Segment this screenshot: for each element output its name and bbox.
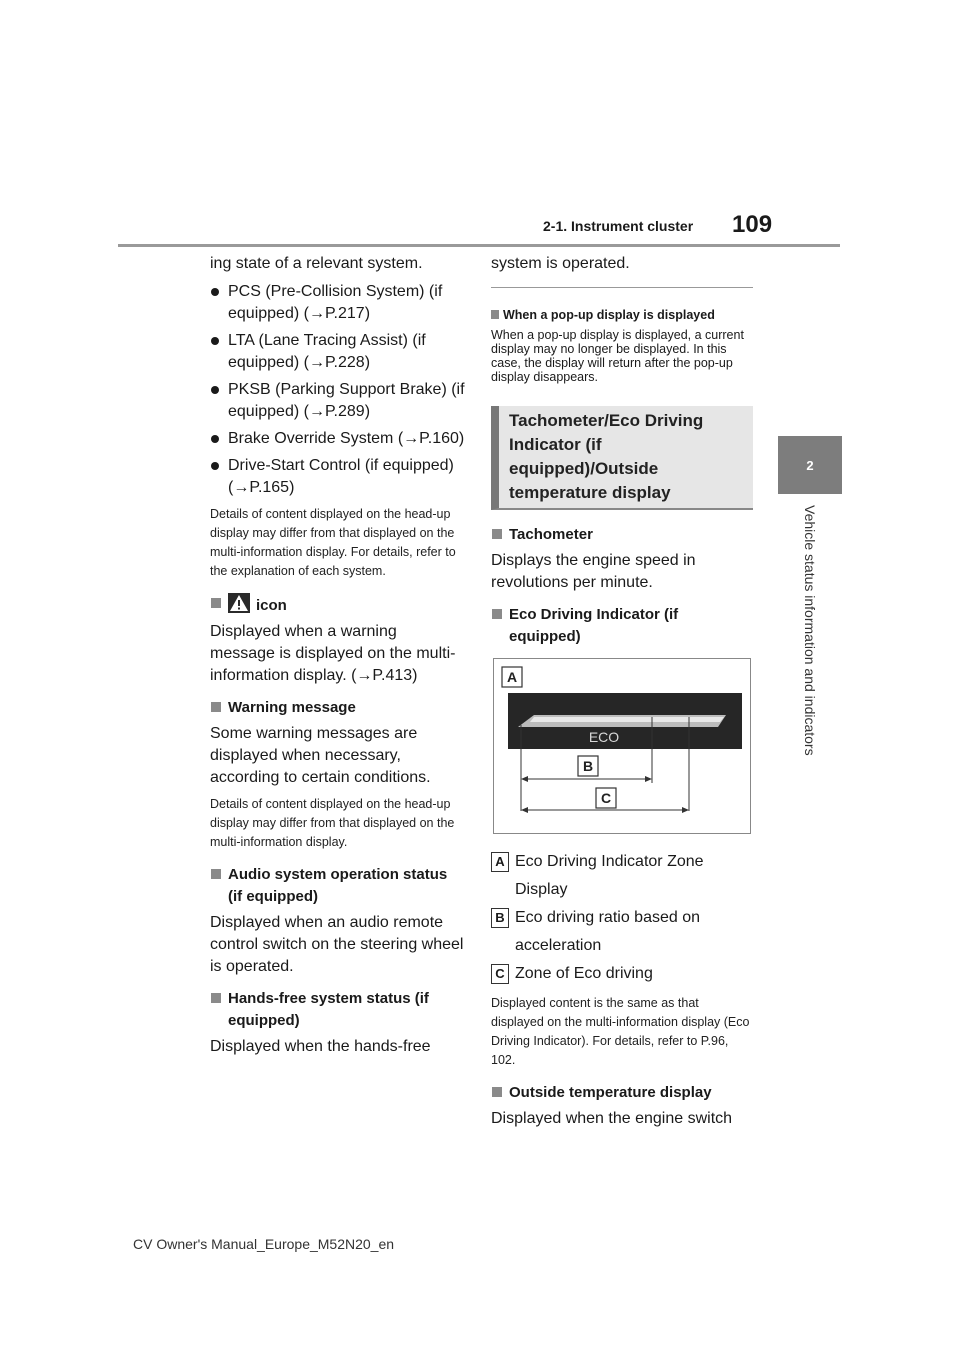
eco-heading: Eco Driving Indicator (if equipped) [491,604,753,648]
section-header: Tachometer/Eco Driving Indicator (if equipped)/Outside temperature display [491,406,753,510]
c-arrow-head-left [521,807,528,813]
left-intro: ing state of a relevant system. [210,255,423,272]
c-arrow-head-right [682,807,689,813]
legend-key-b: B [491,908,509,928]
label-a: A [506,669,518,685]
note-text: Details of content displayed on the head-up display may differ from that displayed on the multi-information display. For details, refer to the explanation of each system. [210,507,456,578]
divider [491,287,753,288]
icon-heading-text: icon [256,597,287,614]
header-divider [118,244,840,247]
popup-text: When a pop-up display is displayed, a current display may no longer be displayed. In this case, the display will return after the pop-up display disappears. [491,328,744,384]
legend-key-a: A [491,852,509,872]
legend-item-a [491,848,753,904]
eco-indicator-diagram [493,658,751,834]
label-c: C [600,790,612,806]
eco-zone-bar-highlight [530,717,724,722]
chapter-label: Vehicle status information and indicators [802,505,818,756]
eco-note: Displayed content is the same as that displayed on the multi-information display (Eco Driving Indicator). For details, refer to P.96, 102. [491,996,750,1067]
icon-heading [210,593,465,617]
legend-item-c [491,960,753,988]
warning-icon [228,593,250,613]
warning-heading: Warning message [210,697,465,719]
warning-text: Some warning messages are displayed when necessary, according to certain conditions. [210,725,431,786]
legend-text-a: Eco Driving Indicator Zone Display [515,853,704,898]
audio-heading: Audio system operation status (if equipped) [210,864,465,908]
left-column [210,253,465,1064]
legend-item-b [491,904,753,960]
bullet-item: PCS (Pre-Collision System) (if equipped) (→P.217) [210,281,465,325]
label-b: B [582,758,594,774]
footer-text: CV Owner's Manual_Europe_M52N20_en [133,1236,395,1252]
bullet-item: Brake Override System (→P.160) [210,428,465,450]
note-text-2: Details of content displayed on the head-up display may differ from that displayed on the multi-information display. [210,797,455,849]
icon-text: Displayed when a warning message is displayed on the multi-information display. (→P.413) [210,623,456,684]
right-column [491,253,753,1136]
chapter-tab[interactable]: 2 [778,436,842,494]
legend-text-b: Eco driving ratio based on acceleration [515,909,700,954]
page-number: 109 [732,211,773,238]
tach-heading: Tachometer [491,524,753,546]
b-arrow-head-right [645,776,652,782]
section-title: 2-1. Instrument cluster [543,218,694,234]
bullet-item: Drive-Start Control (if equipped) (→P.165) [210,455,465,499]
popup-heading: When a pop-up display is displayed [491,308,753,322]
legend-key-c: C [491,964,509,984]
legend-text-c: Zone of Eco driving [515,965,653,982]
right-intro: system is operated. [491,255,630,272]
handsfree-text: Displayed when the hands-free [210,1038,431,1055]
outside-heading: Outside temperature display [491,1082,753,1104]
eco-display-text: ECO [588,729,620,745]
b-arrow-head-left [521,776,528,782]
audio-text: Displayed when an audio remote control switch on the steering wheel is operated. [210,914,464,975]
handsfree-heading: Hands-free system status (if equipped) [210,988,465,1032]
tach-text: Displays the engine speed in revolutions per minute. [491,552,696,591]
eco-diagram-svg [494,659,750,833]
bullet-item: PKSB (Parking Support Brake) (if equipped) (→P.289) [210,379,465,423]
bullet-item: LTA (Lane Tracing Assist) (if equipped) (→P.228) [210,330,465,374]
outside-text: Displayed when the engine switch [491,1110,733,1127]
